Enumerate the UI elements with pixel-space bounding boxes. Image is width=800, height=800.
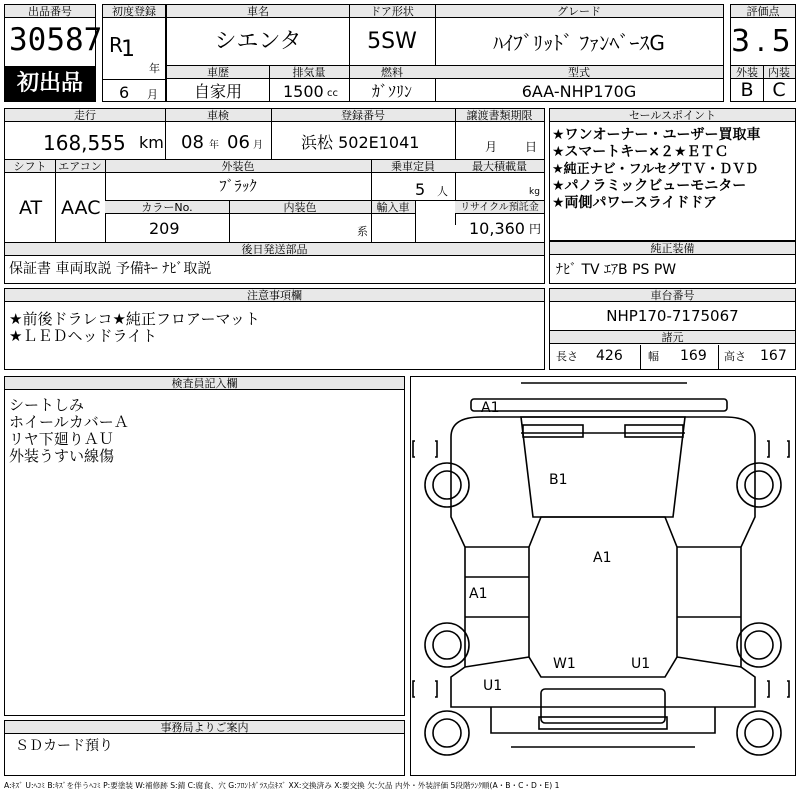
- length: 426: [596, 348, 623, 364]
- first-listing-badge: [4, 66, 96, 102]
- note-item: ★ＬＥＤヘッドライト: [9, 327, 157, 345]
- fuel-label: 燃料: [349, 66, 435, 79]
- capacity-label: 乗車定員: [371, 160, 455, 173]
- recycle-unit: 円: [529, 222, 542, 236]
- damage-legend: A:ｷｽﾞ U:ﾍｺﾐ B:ｷｽﾞを伴うﾍｺﾐ P:要塗装 W:補修跡 S:錆 C:腐食、穴 G:ﾌﾛﾝﾄｶﾞﾗｽ点ｷｽﾞ XX:交換済み X:要交換 欠:欠品 内外・外装評価 5段階ﾗﾝｸ順(A・B・C・D・E) 1: [4, 781, 560, 790]
- door-type: 5SW: [367, 29, 417, 54]
- year-unit: 年: [149, 62, 160, 75]
- chassis-label: 車台番号: [550, 289, 795, 302]
- equipment-label: 純正装備: [550, 242, 795, 255]
- sales-point-item: ★ワンオーナー・ユーザー買取車: [552, 127, 761, 143]
- sales-point-item: ★両側パワースライドドア: [552, 195, 718, 211]
- month: 6: [119, 83, 130, 102]
- transfer-month: 月: [485, 140, 498, 154]
- vehicle-header-box: [166, 4, 724, 102]
- color-number: 209: [149, 219, 180, 238]
- office-note: ＳＤカード預り: [15, 738, 113, 754]
- color-label: 外装色: [105, 160, 371, 173]
- note-item: ★前後ドラレコ★純正フロアーマット: [9, 310, 260, 328]
- transfer-label: 譲渡書類期限: [455, 109, 544, 122]
- grade: ﾊｲﾌﾞﾘｯﾄﾞ ﾌｧﾝﾍﾞｰｽG: [493, 31, 665, 55]
- score-label: 評価点: [731, 5, 795, 18]
- import-label: 輸入車: [371, 201, 415, 214]
- car-name-label: 車名: [167, 5, 349, 18]
- inspector-item: リヤ下廻りＡＵ: [9, 430, 114, 448]
- mileage-label: 走行: [5, 109, 165, 122]
- interior-color-label: 内装色: [229, 201, 371, 214]
- inspection-year-unit: 年: [209, 140, 219, 151]
- transfer-day: 日: [525, 140, 538, 154]
- damage-mark: W1: [553, 656, 576, 672]
- car-name: シエンタ: [214, 29, 302, 54]
- inspector-item: ホイールカバーＡ: [9, 413, 129, 431]
- inspector-box: [4, 376, 405, 716]
- plate-number: 浜松 502E1041: [301, 133, 420, 152]
- chassis-number: NHP170-7175067: [606, 307, 739, 325]
- score-box: [730, 4, 796, 102]
- inspection-label: 車検: [165, 109, 271, 122]
- mileage-unit: km: [139, 133, 164, 152]
- mileage: 168,555: [43, 131, 126, 155]
- history-label: 車歴: [167, 66, 269, 79]
- shift-label: シフト: [5, 160, 55, 173]
- damage-mark: A1: [593, 550, 612, 566]
- shift: AT: [19, 197, 43, 219]
- length-label: 長さ: [556, 350, 578, 363]
- era: R: [109, 33, 123, 57]
- equipment-box: [549, 241, 796, 284]
- plate-label: 登録番号: [271, 109, 455, 122]
- damage-mark: U1: [631, 656, 651, 672]
- color-no-label: カラーNo.: [105, 201, 229, 214]
- capacity: 5: [415, 180, 426, 199]
- later-parts: 保証書 車両取説 予備ｷｰ ﾅﾋﾞ取説: [9, 261, 212, 277]
- model-code: 6AA-NHP170G: [521, 82, 637, 101]
- sales-point-item: ★純正ナビ・フルセグＴＶ・ＤＶＤ: [552, 162, 759, 177]
- year: 1: [121, 37, 135, 62]
- damage-mark: B1: [549, 472, 568, 488]
- door-label: ドア形状: [349, 5, 435, 18]
- inspection-month: 06: [227, 132, 250, 153]
- lot-number-label: 出品番号: [5, 5, 95, 18]
- dimensions-label: 諸元: [550, 331, 795, 344]
- first-listing-text: 初出品: [16, 71, 83, 96]
- chassis-box: [549, 288, 796, 370]
- ac-label: エアコン: [55, 160, 105, 173]
- inspector-item: 外装うすい線傷: [9, 447, 115, 465]
- car-diagram: [410, 376, 796, 776]
- score: 3.5: [731, 24, 797, 59]
- later-parts-label: 後日発送部品: [5, 243, 544, 256]
- height-label: 高さ: [724, 350, 746, 363]
- displacement-label: 排気量: [269, 66, 349, 79]
- width-label: 幅: [648, 350, 659, 363]
- color: ﾌﾞﾗｯｸ: [219, 177, 257, 195]
- car-outline-icon: [411, 377, 795, 775]
- sales-points-label: セールスポイント: [550, 109, 795, 122]
- max-load-label: 最大積載量: [455, 160, 544, 173]
- inspector-item: シートしみ: [9, 396, 85, 414]
- damage-mark: A1: [481, 400, 500, 416]
- details-table: [4, 108, 545, 284]
- office-box: [4, 720, 405, 776]
- notes-box: [4, 288, 545, 370]
- sales-points-box: [549, 108, 796, 241]
- width: 169: [680, 348, 707, 364]
- exterior-grade: B: [740, 79, 754, 101]
- ac: AAC: [61, 197, 101, 219]
- fuel: ｶﾞｿﾘﾝ: [371, 82, 412, 101]
- inspector-label: 検査員記入欄: [5, 377, 404, 390]
- interior-color-unit: 系: [357, 225, 368, 238]
- month-unit: 月: [147, 88, 158, 101]
- sales-point-item: ★パノラミックビューモニター: [552, 178, 747, 194]
- inspection-year: 08: [181, 132, 204, 153]
- model-label: 型式: [435, 66, 723, 79]
- damage-mark: A1: [469, 586, 488, 602]
- grade-label: グレード: [435, 5, 723, 18]
- first-registration-box: [102, 4, 166, 102]
- lot-number: 30587: [9, 22, 103, 58]
- sales-point-item: ★スマートキー×２★ＥＴＣ: [552, 144, 729, 160]
- displacement: 1500: [283, 82, 324, 101]
- recycle-label: リサイクル預託金: [455, 201, 544, 214]
- exterior-label: 外装: [731, 66, 763, 79]
- cc-unit: cc: [327, 88, 338, 99]
- notes-label: 注意事項欄: [5, 289, 544, 302]
- inspection-month-unit: 月: [253, 140, 263, 151]
- recycle-fee: 10,360: [469, 219, 525, 238]
- damage-mark: U1: [483, 678, 503, 694]
- max-load-unit: kg: [529, 187, 540, 197]
- interior-label: 内装: [763, 66, 795, 79]
- height: 167: [760, 348, 787, 364]
- first-registration-label: 初度登録: [103, 5, 165, 18]
- office-label: 事務局よりご案内: [5, 721, 404, 734]
- capacity-unit: 人: [437, 185, 448, 198]
- history: 自家用: [193, 82, 242, 101]
- equipment-list: ﾅﾋﾞ TV ｴｱB PS PW: [556, 262, 677, 278]
- interior-grade: C: [772, 79, 786, 101]
